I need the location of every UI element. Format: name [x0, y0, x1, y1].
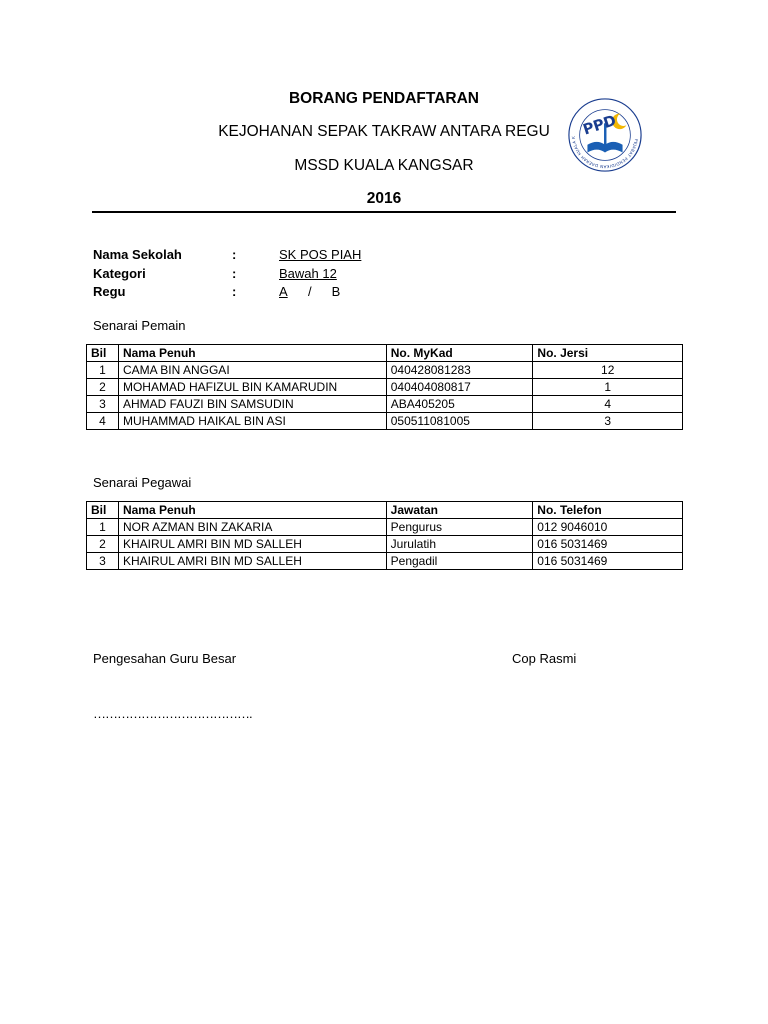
- row-number: 4: [87, 413, 119, 430]
- organizer-name: MSSD KUALA KANGSAR: [294, 157, 474, 174]
- logo-text: PPD: [580, 112, 619, 139]
- table-header-row: [87, 502, 683, 519]
- event-year: 2016: [366, 190, 402, 207]
- column-header-bil: Bil: [87, 345, 119, 362]
- team-value: [279, 284, 340, 299]
- colon: :: [232, 265, 237, 281]
- table-row: [87, 519, 683, 536]
- player-name: CAMA BIN ANGGAI: [118, 362, 386, 379]
- official-stamp-label: Cop Rasmi: [512, 651, 577, 666]
- table-row: [87, 379, 683, 396]
- official-position: Jurulatih: [386, 536, 533, 553]
- player-mykad: 040404080817: [386, 379, 533, 396]
- column-header-position: Jawatan: [386, 502, 533, 519]
- column-header-name: Nama Penuh: [118, 502, 386, 519]
- headmaster-approval-label: Pengesahan Guru Besar: [93, 651, 237, 666]
- column-header-mykad: No. MyKad: [386, 345, 533, 362]
- player-mykad: ABA405205: [386, 396, 533, 413]
- player-jersey: 3: [533, 413, 683, 430]
- header-divider: [92, 211, 676, 213]
- category-label: Kategori: [93, 265, 146, 281]
- official-name: KHAIRUL AMRI BIN MD SALLEH: [118, 536, 386, 553]
- colon: :: [232, 284, 237, 299]
- official-name: KHAIRUL AMRI BIN MD SALLEH: [118, 553, 386, 570]
- row-number: 3: [87, 396, 119, 413]
- category-value: Bawah 12: [279, 265, 337, 281]
- column-header-phone: No. Telefon: [533, 502, 683, 519]
- official-phone: 012 9046010: [533, 519, 683, 536]
- player-mykad: 040428081283: [386, 362, 533, 379]
- official-phone: 016 5031469: [533, 536, 683, 553]
- officials-table: [86, 501, 683, 570]
- players-section-title: Senarai Pemain: [93, 318, 186, 333]
- player-name: MOHAMAD HAFIZUL BIN KAMARUDIN: [118, 379, 386, 396]
- form-title: BORANG PENDAFTARAN: [288, 90, 479, 107]
- player-mykad: 050511081005: [386, 413, 533, 430]
- logo-ring-text: PEJABAT PENDIDIKAN DAERAH KUALA K: [570, 135, 639, 170]
- table-row: [87, 396, 683, 413]
- table-header-row: [87, 345, 683, 362]
- table-row: [87, 413, 683, 430]
- column-header-name: Nama Penuh: [118, 345, 386, 362]
- column-header-bil: Bil: [87, 502, 119, 519]
- team-option-b: B: [331, 284, 341, 299]
- colon: :: [232, 247, 237, 262]
- ppd-logo: [566, 96, 644, 174]
- signature-line: ………………………………….: [93, 706, 252, 721]
- event-name: KEJOHANAN SEPAK TAKRAW ANTARA REGU: [218, 123, 550, 140]
- player-jersey: 12: [533, 362, 683, 379]
- player-name: MUHAMMAD HAIKAL BIN ASI: [118, 413, 386, 430]
- row-number: 1: [87, 362, 119, 379]
- official-name: NOR AZMAN BIN ZAKARIA: [118, 519, 386, 536]
- team-separator: /: [308, 284, 312, 299]
- official-position: Pengadil: [386, 553, 533, 570]
- row-number: 2: [87, 379, 119, 396]
- official-position: Pengurus: [386, 519, 533, 536]
- school-value: SK POS PIAH: [279, 247, 362, 262]
- officials-section-title: Senarai Pegawai: [93, 475, 192, 490]
- school-label: Nama Sekolah: [93, 247, 182, 262]
- row-number: 3: [87, 553, 119, 570]
- table-row: [87, 536, 683, 553]
- table-row: [87, 362, 683, 379]
- team-label: Regu: [93, 284, 126, 299]
- official-phone: 016 5031469: [533, 553, 683, 570]
- player-jersey: 4: [533, 396, 683, 413]
- players-table: [86, 344, 683, 430]
- row-number: 1: [87, 519, 119, 536]
- table-row: [87, 553, 683, 570]
- player-name: AHMAD FAUZI BIN SAMSUDIN: [118, 396, 386, 413]
- team-option-a: A: [279, 284, 288, 299]
- row-number: 2: [87, 536, 119, 553]
- player-jersey: 1: [533, 379, 683, 396]
- column-header-jersey: No. Jersi: [533, 345, 683, 362]
